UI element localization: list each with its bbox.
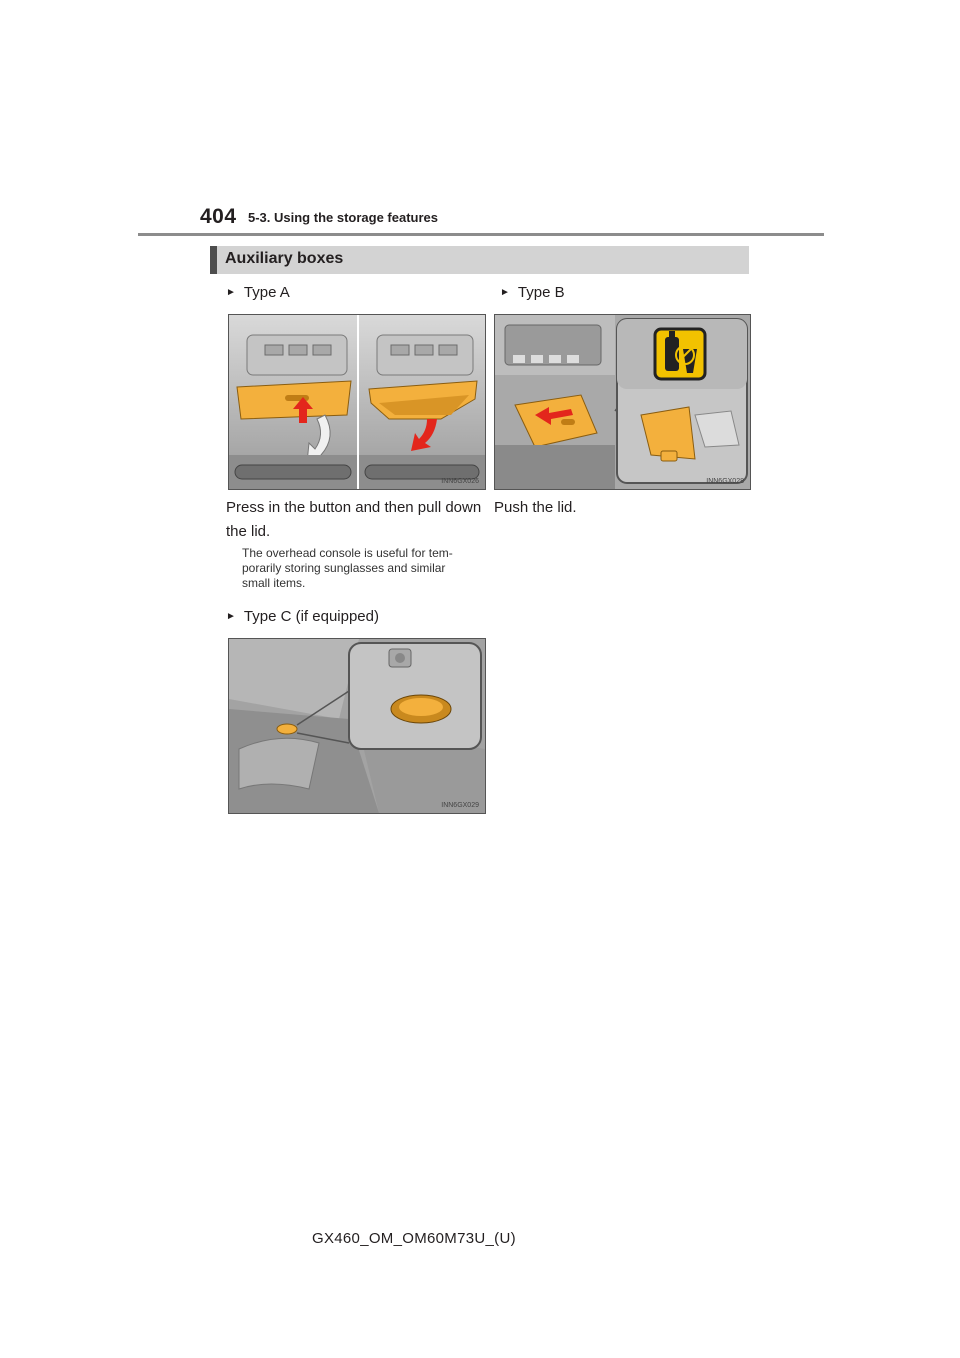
type-a-note-line-3: small items.	[242, 576, 306, 590]
type-a-label: Type A	[243, 284, 290, 301]
section-heading-band	[210, 246, 749, 274]
type-a-figure-code: INN6GX026	[441, 478, 479, 485]
type-c-figure-code: INN6GX029	[441, 802, 479, 809]
header-rule	[138, 233, 824, 236]
type-c-label-row	[226, 608, 379, 625]
type-b-label: Type B	[517, 284, 565, 301]
type-a-instruction-line-2: the lid.	[226, 523, 271, 540]
type-a-note-line-1: The overhead console is useful for tem-	[242, 546, 453, 560]
section-heading: Auxiliary boxes	[225, 250, 344, 267]
type-b-label-row	[500, 284, 565, 301]
page-number: 404	[200, 205, 237, 228]
type-a-figure	[228, 314, 486, 490]
type-b-instruction: Push the lid.	[494, 499, 577, 516]
type-b-figure-code: INN6GX028	[706, 478, 744, 485]
section-title: 5-3. Using the storage features	[248, 210, 438, 225]
type-b-figure	[494, 314, 751, 490]
type-c-label: Type C (if equipped)	[243, 608, 379, 625]
type-a-instruction-line-1: Press in the button and then pull down	[226, 499, 482, 516]
triangle-right-icon: ►	[500, 287, 510, 298]
triangle-right-icon: ►	[226, 287, 236, 298]
document-code: GX460_OM_OM60M73U_(U)	[312, 1230, 516, 1247]
type-a-instruction	[226, 496, 486, 544]
type-a-note	[242, 546, 484, 591]
triangle-right-icon: ►	[226, 611, 236, 622]
section-heading-bar	[210, 246, 217, 274]
type-a-note-line-2: porarily storing sunglasses and similar	[242, 561, 446, 575]
type-c-figure	[228, 638, 486, 814]
type-a-label-row	[226, 284, 290, 301]
